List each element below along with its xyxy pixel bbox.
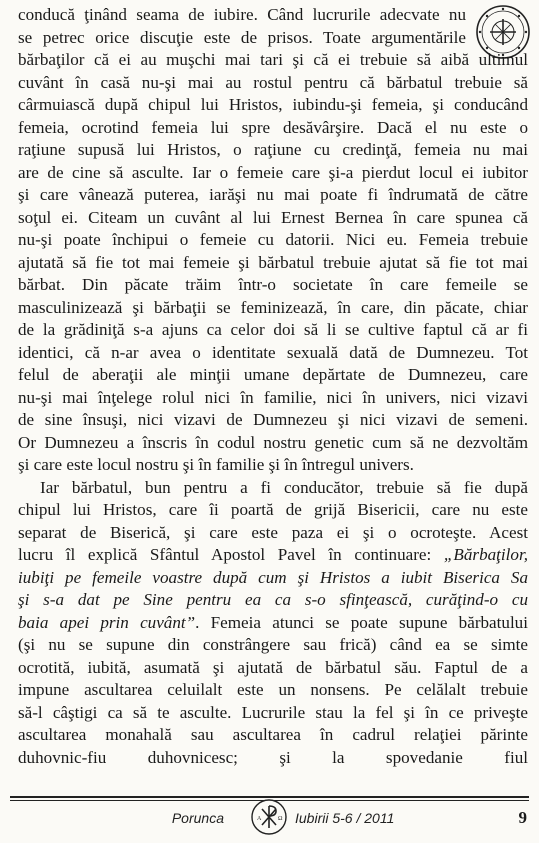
text-line	[18, 409, 528, 432]
text-line	[18, 724, 528, 747]
text-line	[18, 634, 528, 657]
text-run: de sine însuşi, nici vizavi de Dumnezeu şi nici vizavi de semeni.	[18, 410, 528, 429]
text-line	[18, 139, 528, 162]
text-run: are de cine să asculte. Iar o femeie care şi-a pierdut locul ei iubitor	[18, 162, 528, 182]
page-footer	[0, 796, 539, 836]
text-line	[18, 72, 528, 95]
page-number: 9	[518, 808, 527, 827]
footer-magazine-name: Porunca	[171, 810, 224, 826]
text-line	[18, 499, 528, 522]
text-run: . Femeia atunci se poate supune bărbatului	[195, 612, 528, 632]
text-run: soţul ei. Citeam un cuvânt al lui Ernest Bernea în care spunea că	[18, 207, 528, 227]
chi-rho-emblem-icon	[250, 798, 288, 836]
text-line	[18, 117, 528, 140]
text-run: şi care este locul nostru şi în familie şi în întregul univers.	[18, 455, 414, 474]
text-run: bărbat. Din păcate trăim într-o societate în care femeile se	[18, 275, 528, 294]
text-line	[18, 679, 528, 702]
text-line	[18, 544, 528, 567]
quote-text: „Bărbaţilor,	[443, 545, 528, 564]
text-run: impune ascultarea celuilalt este un nonsens. Pe celălalt trebuie	[18, 680, 528, 699]
text-line	[18, 364, 528, 387]
text-line	[18, 319, 528, 342]
text-line	[18, 49, 528, 72]
footer-issue: Iubirii 5-6 / 2011	[295, 810, 395, 826]
svg-text:A: A	[257, 816, 262, 822]
text-line	[18, 657, 528, 680]
text-run: chipul lui Hristos, care îi poartă de grijă Bisericii, care nu este	[18, 500, 528, 519]
text-line	[18, 229, 528, 252]
text-line	[18, 522, 528, 545]
text-line	[18, 477, 528, 500]
text-run: lucru îl explică Sfântul Apostol Pavel în continuare:	[18, 545, 432, 564]
text-line	[18, 4, 528, 27]
text-run: conducă ţinând seama de iubire. Când lucrurile adecvate nu	[18, 5, 466, 24]
quote-line	[18, 612, 528, 635]
text-line	[18, 432, 528, 455]
text-line	[18, 162, 528, 185]
text-line	[18, 94, 528, 117]
text-run: să-l câştigi ca să te asculte. Lucrurile stau la fel şi în ce priveşte	[18, 702, 528, 722]
text-run: ascultarea monahală sau ascultarea în cadrul relaţiei părinte	[18, 725, 528, 744]
text-run: se petrec orice discuţie este de prisos. Toate argumentările	[18, 27, 466, 47]
text-run: ajutată să fie tot mai femeie şi bărbatul trebuie ajutat să fie tot mai	[18, 252, 528, 272]
text-run: felul de aberaţii ale minţii umane depărtate de Dumnezeu, care	[18, 365, 528, 384]
text-run: ocrotită, iubită, asumată şi ajutată de bărbatul său. Faptul de a	[18, 657, 528, 677]
text-run: (şi nu se supune din constrângere sau frică) când ea se simte	[18, 635, 528, 654]
text-run: de la grădiniţă s-a ajuns ca celor doi să li se cultive faptul că ar fi	[18, 320, 528, 339]
text-run: Or Dumnezeu a înscris în codul nostru genetic cum să ne dezvoltăm	[18, 432, 528, 452]
text-run: nu-şi mai înţelege rolul nici în familie, nici în univers, nici vizavi	[18, 387, 528, 407]
text-line	[18, 207, 528, 230]
text-line	[18, 342, 528, 365]
svg-text:Ω: Ω	[278, 816, 283, 822]
text-run: identici, că n-ar avea o identitate sexuală dată de Dumnezeu. Tot	[18, 342, 528, 362]
quote-text: şi s-a dat pe Sine pentru ea ca s-o sfinţească, curăţind-o cu	[18, 590, 528, 609]
text-line	[18, 274, 528, 297]
text-run: separat de Biserică, şi care este paza ei şi o ocroteşte. Acest	[18, 522, 528, 542]
quote-line	[18, 589, 528, 612]
text-run: raţiune supusă lui Hristos, o raţiune cu credinţă, femeia nu mai	[18, 140, 528, 159]
text-run: masculinizează şi bărbaţii se feminizează, în care, din păcate, chiar	[18, 297, 528, 317]
text-run: nu-şi poate închipui o femeie cu datorii. Nici eu. Femeia trebuie	[18, 230, 528, 249]
text-line	[18, 252, 528, 275]
quote-line	[18, 567, 528, 590]
text-line	[18, 184, 528, 207]
text-run: cârmuiască după chipul lui Hristos, iubindu-şi femeia, şi conducând	[18, 95, 528, 114]
text-run: Iar bărbatul, bun pentru a fi conducător, trebuie să fie după	[40, 477, 528, 497]
text-run: duhovnic-fiu duhovnicesc; şi la spovedanie fiul	[18, 747, 528, 767]
article-body	[18, 4, 528, 769]
quote-text: baia apei prin cuvânt”	[18, 612, 196, 632]
text-line	[18, 702, 528, 725]
text-run: femeia, ocrotind femeia lui spre desăvârşire. Dacă el nu este o	[18, 117, 528, 137]
text-line	[18, 747, 528, 770]
text-line	[18, 454, 528, 477]
text-line	[18, 27, 528, 50]
text-run: şi care vânează puterea, iarăşi nu mai poate fi îndrumată de către	[18, 185, 528, 204]
quote-text: iubiţi pe femeile voastre după cum şi Hristos a iubit Biserica Sa	[18, 567, 528, 587]
text-line	[18, 297, 528, 320]
text-run: bărbaţilor că ei au muşchi mai tari şi că ei trebuie să aibă ultimul	[18, 50, 528, 69]
text-run: cuvânt în casă nu-şi mai au rostul pentru că bărbatul trebuie să	[18, 72, 528, 92]
text-line	[18, 387, 528, 410]
